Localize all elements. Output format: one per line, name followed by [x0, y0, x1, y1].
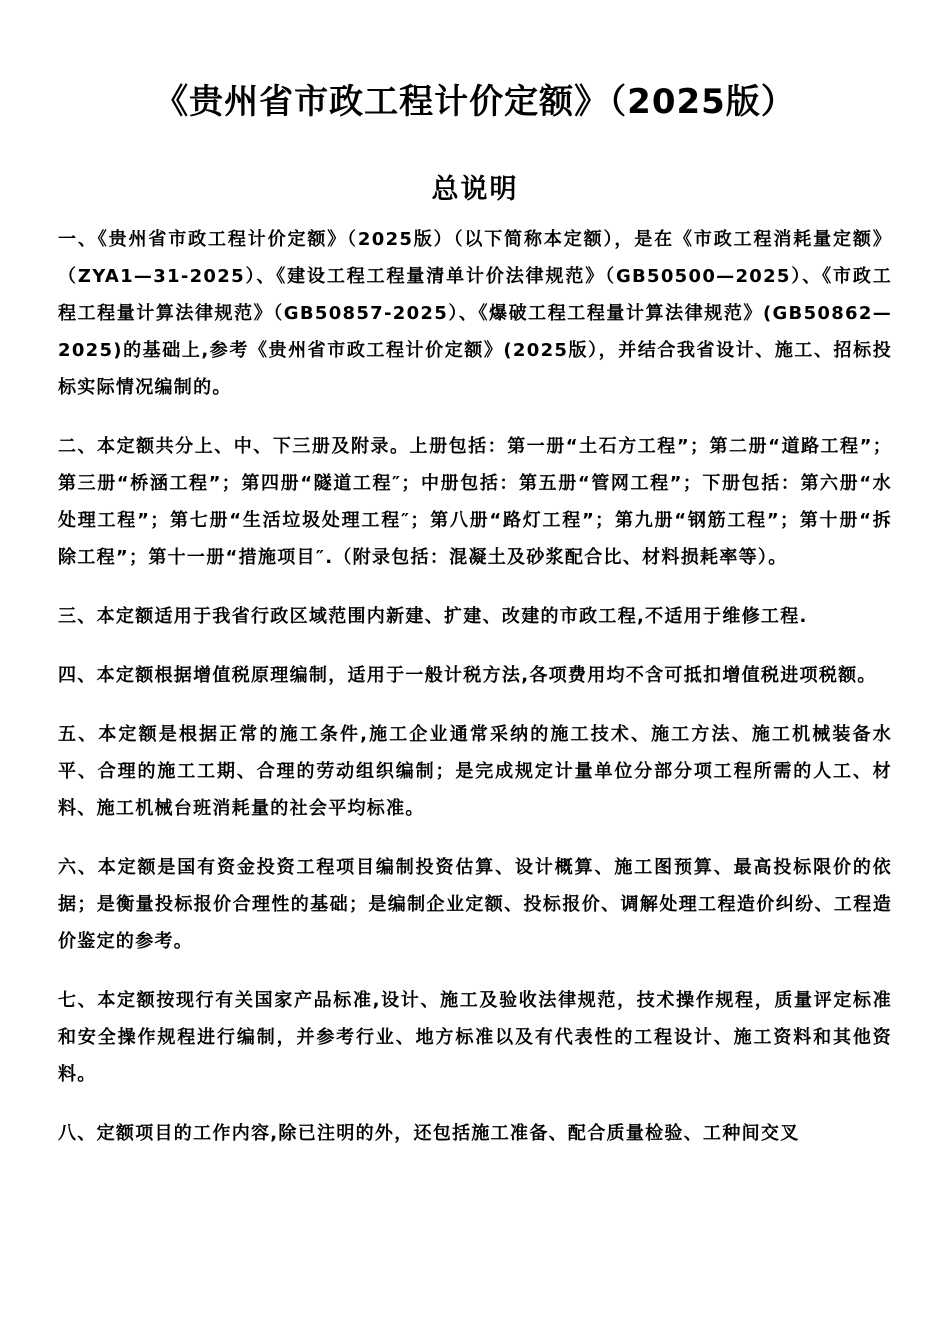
clause-list — [58, 221, 892, 1152]
clause-3: 三、本定额适用于我省行政区域范围内新建、扩建、改建的市政工程,不适用于维修工程. — [58, 606, 808, 627]
clause-6: 六、本定额是国有资金投资工程项目编制投资估算、设计概算、施工图预算、最高投标限价的依据；是衡量投标报价合理性的基础；是编制企业定额、投标报价、调解处理工程造价纠纷、工程造价鉴定的参考。 — [58, 857, 892, 952]
clause-5: 五、本定额是根据正常的施工条件,施工企业通常采纳的施工技术、施工方法、施工机械装备水平、合理的施工工期、合理的劳动组织编制；是完成规定计量单位分部分项工程所需的人工、材料、施工机械台班消耗量的社会平均标准。 — [58, 724, 892, 819]
document-title: 《贵州省市政工程计价定额》（2025版） — [154, 82, 796, 122]
clause-7: 七、本定额按现行有关国家产品标准,设计、施工及验收法律规范，技术操作规程，质量评定标准和安全操作规程进行编制，并参考行业、地方标准以及有代表性的工程设计、施工资料和其他资料。 — [58, 990, 892, 1085]
clause-1: 一、《贵州省市政工程计价定额》（2025版）（以下简称本定额），是在《市政工程消耗量定额》（ZYA1—31-2025）、《建设工程工程量清单计价法律规范》（GB50500—2025）、《市政工程工程量计算法律规范》（GB50857-2025）、《爆破工程工程量计算法律规范》(GB50862—2025)的基础上,参考《贵州省市政工程计价定额》(2025版），并结合我省设计、施工、招标投标实际情况编制的。 — [58, 229, 892, 398]
clause-8: 八、定额项目的工作内容,除已注明的外，还包括施工准备、配合质量检验、工种间交叉 — [58, 1123, 800, 1144]
section-heading: 总说明 — [431, 174, 519, 205]
clause-2: 二、本定额共分上、中、下三册及附录。上册包括：第一册“土石方工程”；第二册“道路工程”；第三册“桥涵工程”；第四册“隧道工程″；中册包括：第五册“管网工程”；下册包括：第六册“水处理工程”；第七册“生活垃圾处理工程″；第八册“路灯工程”；第九册“钢筋工程”；第十册“拆除工程”；第十一册“措施项目″.（附录包括：混凝土及砂浆配合比、材料损耗率等）。 — [58, 436, 892, 568]
clause-4: 四、本定额根据增值税原理编制，适用于一般计税方法,各项费用均不含可抵扣增值税进项税额。 — [58, 665, 877, 686]
